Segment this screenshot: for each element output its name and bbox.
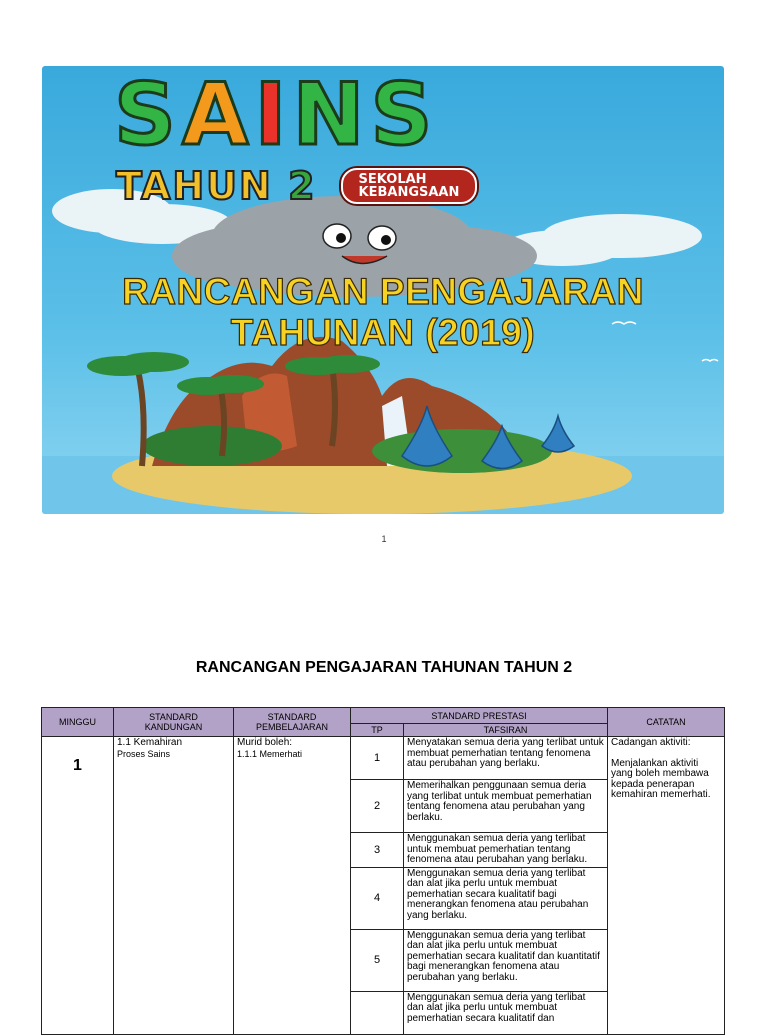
cover-tahun xyxy=(116,164,317,208)
standard-pembelajaran-cell xyxy=(234,737,351,1035)
tp-value: 3 xyxy=(351,833,404,868)
header-tp: TP xyxy=(351,724,404,737)
tafsiran-text: Menyatakan semua deria yang terlibat untuk membuat pemerhatian tentang fenomena atau perubahan yang berlaku. xyxy=(404,737,608,780)
header-catatan: CATATAN xyxy=(608,708,725,737)
standard-pembelajaran: Murid boleh: xyxy=(237,737,293,748)
standard-pembelajaran-sub: 1.1.1 Memerhati xyxy=(237,748,303,759)
minggu-value: 1 xyxy=(42,737,114,1035)
cover-tahun-label: TAHUN xyxy=(116,164,273,208)
document-title: RANCANGAN PENGAJARAN TAHUNAN TAHUN 2 xyxy=(195,659,573,676)
cover-tahun-number: 2 xyxy=(288,164,317,208)
table-row xyxy=(42,737,725,780)
cover-kebangsaan: KEBANGSAAN xyxy=(358,185,460,200)
catatan-line2: Menjalankan aktiviti yang boleh membawa kepada penerapan kemahiran memerhati. xyxy=(611,757,711,800)
header-minggu: MINGGU xyxy=(42,708,114,737)
tafsiran-text: Menggunakan semua deria yang terlibat untuk membuat pemerhatian tentang fenomena atau perubahan yang berlaku. xyxy=(404,833,608,868)
standard-kandungan-sub: Proses Sains xyxy=(117,748,171,759)
standard-kandungan: 1.1 Kemahiran xyxy=(117,737,183,748)
tafsiran-text: Menggunakan semua deria yang terlibat dan alat jika perlu untuk membuat pemerhatian secara kualitatif dan kuantitatif bagi menerangkan fenomena atau perubahan yang berlaku. xyxy=(404,929,608,991)
tafsiran-text: Menggunakan semua deria yang terlibat dan alat jika perlu untuk membuat pemerhatian secara kualitatif bagi menerangkan fenomena atau perubahan yang berlaku. xyxy=(404,867,608,929)
header-tafsiran: TAFSIRAN xyxy=(404,724,608,737)
header-standard-prestasi: STANDARD PRESTASI xyxy=(351,708,608,724)
title-letter: S xyxy=(370,66,439,165)
catatan-cell xyxy=(608,737,725,1035)
cover-title-sains xyxy=(114,66,439,165)
tp-value: 1 xyxy=(351,737,404,780)
standard-kandungan-cell xyxy=(114,737,234,1035)
title-letter: A xyxy=(181,66,255,165)
catatan-line1: Cadangan aktiviti: xyxy=(611,737,691,748)
tafsiran-text: Memerihalkan penggunaan semua deria yang terlibat untuk membuat pemerhatian tentang fenomena atau perubahan yang berlaku. xyxy=(404,780,608,833)
cover-illustration xyxy=(42,66,724,514)
cover-heading xyxy=(42,272,724,353)
header-standard-kandungan: STANDARD KANDUNGAN xyxy=(114,708,234,737)
title-letter: I xyxy=(254,66,293,165)
rpt-table xyxy=(41,707,725,1035)
tp-value: 2 xyxy=(351,780,404,833)
cover-sekolah: SEKOLAH xyxy=(358,172,427,187)
title-letter: N xyxy=(292,66,371,165)
tp-value xyxy=(351,991,404,1034)
header-standard-pembelajaran: STANDARD PEMBELAJARAN xyxy=(234,708,351,737)
page-number: 1 xyxy=(381,534,387,544)
tafsiran-text: Menggunakan semua deria yang terlibat dan alat jika perlu untuk membuat pemerhatian secara kualitatif dan xyxy=(404,991,608,1034)
cover-heading-line1: RANCANGAN PENGAJARAN xyxy=(122,271,644,312)
tp-value: 4 xyxy=(351,867,404,929)
cover-heading-line2: TAHUNAN (2019) xyxy=(230,311,536,353)
title-letter: S xyxy=(114,66,182,165)
tp-value: 5 xyxy=(351,929,404,991)
cover-sekolah-badge xyxy=(341,168,478,204)
cover-tahun-row xyxy=(116,164,477,208)
